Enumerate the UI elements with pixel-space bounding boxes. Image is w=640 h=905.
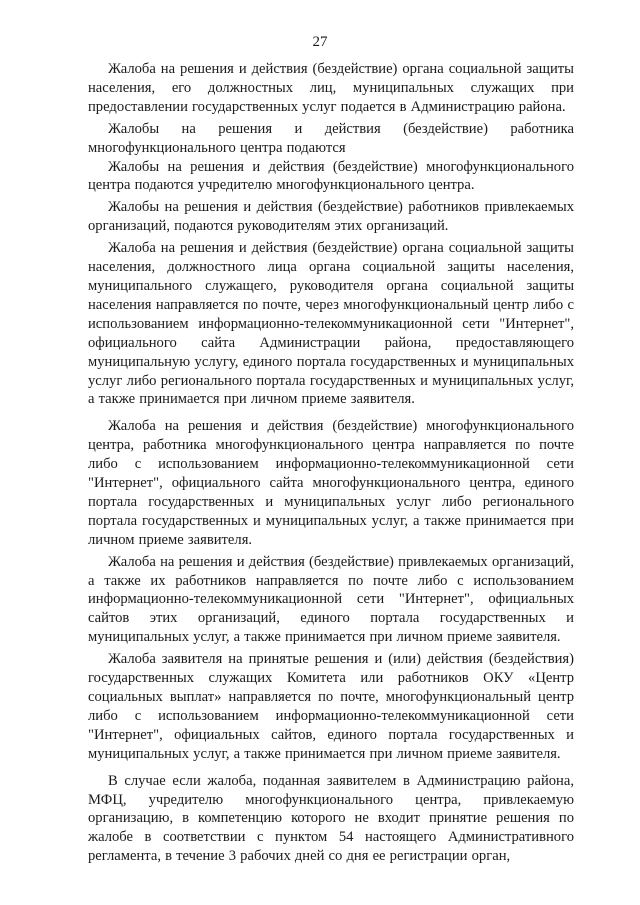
paragraph-complaint-organizations: Жалобы на решения и действия (бездействие) работников привлекаемых организаций, подаются руководителям этих организаций. [88,199,574,235]
page-number: 27 [312,34,328,50]
paragraph-complaint-redirect: В случае если жалоба, поданная заявителем в Администрацию района, МФЦ, учредителю многофункционального центра, привлекаемую организацию, в компетенцию которого не входит принятие решения по жалобе в соответствии с пунктом 54 настоящего Административного регламента, в течение 3 рабочих дней со дня ее регистрации орган, [88,772,574,865]
paragraph-complaint-channels-social: Жалоба на решения и действия (бездействие) органа социальной защиты населения, должностного лица органа социальной защиты населения, муниципального служащего, руководителя органа социальной защиты населения направляется по почте, через многофункциональный центр либо с использованием информационно-телекоммуникационной сети "Интернет", официального сайта Администрации района, предоставляющего муниципальную услугу, единого портала государственных и муниципальных услуг либо регионального портала государственных и муниципальных услуг, а также принимается при личном приеме заявителя. [88,240,574,408]
paragraph-complaint-mfc: Жалобы на решения и действия (бездействие) многофункционального центра подаются учредителю многофункционального центра. [88,158,574,194]
document-body [88,60,574,869]
paragraph-complaint-channels-mfc: Жалоба на решения и действия (бездействие) многофункционального центра, работника многофункционального центра направляется по почте либо с использованием информационно-телекоммуникационной сети "Интернет", официального сайта многофункционального центра, единого портала государственных и муниципальных услуг либо регионального портала государственных и муниципальных услуг, а также принимается при личном приеме заявителя. [88,418,574,548]
paragraph-complaint-channels-organizations: Жалоба на решения и действия (бездействие) привлекаемых организаций, а также их работников направляется по почте либо с использованием информационно-телекоммуникационной сети "Интернет", официальных сайтов этих организаций, единого портала государственных и муниципальных услуг, а также принимается при личном приеме заявителя. [88,553,574,646]
paragraph-complaint-social-protection: Жалоба на решения и действия (бездействие) органа социальной защиты населения, его должностных лиц, муниципальных служащих при предоставлении государственных услуг подается в Администрацию района. [88,61,574,115]
paragraph-complaint-mfc-employee: Жалобы на решения и действия (бездействие) работника многофункционального центра подаются [88,120,574,156]
paragraph-complaint-committee: Жалоба заявителя на принятые решения и (или) действия (бездействия) государственных служащих Комитета или работников ОКУ «Центр социальных выплат» направляется по почте, многофункциональный центр либо с использованием информационно-телекоммуникационной сети "Интернет", официальных сайтов, единого портала государственных и муниципальных услуг, а также принимается при личном приеме заявителя. [88,651,574,762]
